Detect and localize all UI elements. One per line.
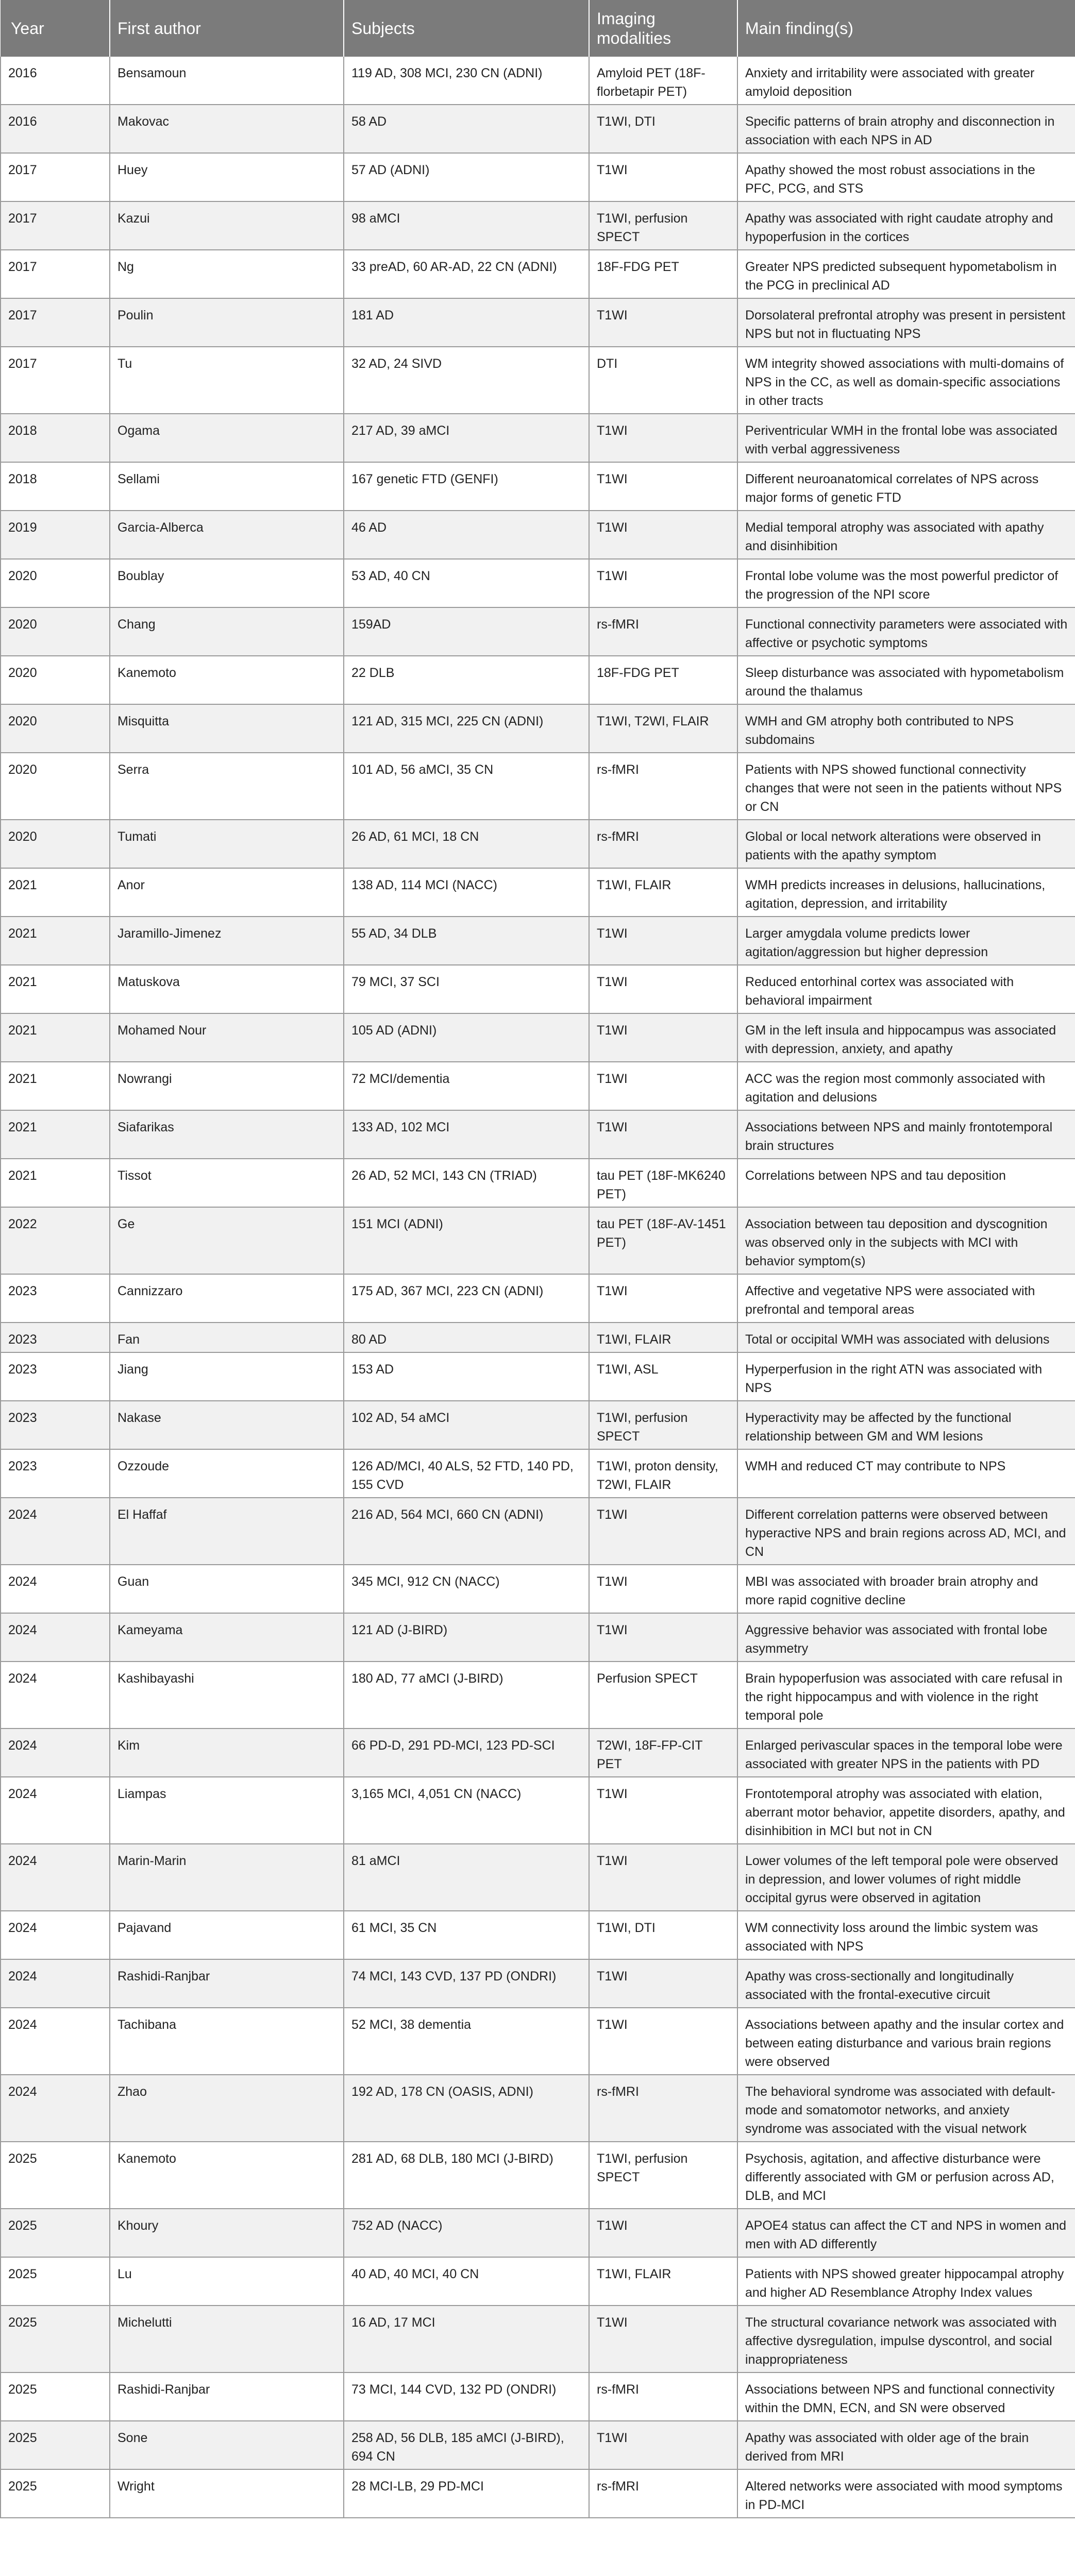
imaging-modalities-cell: T1WI, T2WI, FLAIR	[589, 704, 737, 753]
table-row	[1, 1401, 1075, 1449]
subjects-cell: 101 AD, 56 aMCI, 35 CN	[344, 753, 589, 820]
column-header-main-findings: Main finding(s)	[737, 0, 1075, 57]
year-cell: 2025	[1, 2421, 110, 2469]
table-row	[1, 965, 1075, 1013]
subjects-cell: 138 AD, 114 MCI (NACC)	[344, 868, 589, 917]
table-row	[1, 1013, 1075, 1062]
subjects-cell: 752 AD (NACC)	[344, 2209, 589, 2257]
subjects-cell: 281 AD, 68 DLB, 180 MCI (J-BIRD)	[344, 2142, 589, 2209]
first-author-cell: El Haffaf	[110, 1498, 344, 1565]
imaging-modalities-cell: T1WI	[589, 1613, 737, 1662]
table-row	[1, 1662, 1075, 1728]
subjects-cell: 79 MCI, 37 SCI	[344, 965, 589, 1013]
main-finding-cell: Altered networks were associated with mood symptoms in PD-MCI	[737, 2469, 1075, 2518]
main-finding-cell: WMH predicts increases in delusions, hallucinations, agitation, depression, and irritability	[737, 868, 1075, 917]
table-row	[1, 1565, 1075, 1613]
main-finding-cell: Psychosis, agitation, and affective disturbance were differently associated with GM or perfusion across AD, DLB, and MCI	[737, 2142, 1075, 2209]
table-row	[1, 57, 1075, 105]
year-cell: 2024	[1, 2008, 110, 2075]
main-finding-cell: Specific patterns of brain atrophy and disconnection in association with each NPS in AD	[737, 105, 1075, 153]
table-row	[1, 2209, 1075, 2257]
table-row	[1, 511, 1075, 559]
subjects-cell: 58 AD	[344, 105, 589, 153]
year-cell: 2024	[1, 1662, 110, 1728]
main-finding-cell: Enlarged perivascular spaces in the temporal lobe were associated with greater NPS in the patients with PD	[737, 1728, 1075, 1777]
year-cell: 2024	[1, 2075, 110, 2142]
imaging-modalities-cell: T1WI	[589, 1777, 737, 1844]
main-finding-cell: Aggressive behavior was associated with frontal lobe asymmetry	[737, 1613, 1075, 1662]
year-cell: 2024	[1, 1777, 110, 1844]
imaging-modalities-cell: tau PET (18F-MK6240 PET)	[589, 1159, 737, 1207]
first-author-cell: Khoury	[110, 2209, 344, 2257]
subjects-cell: 26 AD, 61 MCI, 18 CN	[344, 820, 589, 868]
first-author-cell: Kanemoto	[110, 656, 344, 704]
year-cell: 2021	[1, 1110, 110, 1159]
subjects-cell: 216 AD, 564 MCI, 660 CN (ADNI)	[344, 1498, 589, 1565]
column-header-subjects: Subjects	[344, 0, 589, 57]
imaging-modalities-cell: T1WI, perfusion SPECT	[589, 1401, 737, 1449]
first-author-cell: Ge	[110, 1207, 344, 1274]
first-author-cell: Bensamoun	[110, 57, 344, 105]
column-header-first-author: First author	[110, 0, 344, 57]
table-row	[1, 1498, 1075, 1565]
imaging-modalities-cell: tau PET (18F-AV-1451 PET)	[589, 1207, 737, 1274]
table-body	[1, 57, 1075, 2518]
subjects-cell: 66 PD-D, 291 PD-MCI, 123 PD-SCI	[344, 1728, 589, 1777]
year-cell: 2024	[1, 1498, 110, 1565]
imaging-modalities-cell: DTI	[589, 347, 737, 414]
subjects-cell: 57 AD (ADNI)	[344, 153, 589, 201]
first-author-cell: Kameyama	[110, 1613, 344, 1662]
year-cell: 2017	[1, 201, 110, 250]
subjects-cell: 126 AD/MCI, 40 ALS, 52 FTD, 140 PD, 155 CVD	[344, 1449, 589, 1498]
imaging-modalities-cell: T1WI	[589, 1062, 737, 1110]
imaging-modalities-cell: T1WI, FLAIR	[589, 868, 737, 917]
year-cell: 2021	[1, 1013, 110, 1062]
subjects-cell: 32 AD, 24 SIVD	[344, 347, 589, 414]
imaging-modalities-cell: T1WI, ASL	[589, 1352, 737, 1401]
main-finding-cell: Lower volumes of the left temporal pole were observed in depression, and lower volumes of right middle occipital gyrus were observed in agitation	[737, 1844, 1075, 1911]
year-cell: 2017	[1, 153, 110, 201]
main-finding-cell: Different neuroanatomical correlates of NPS across major forms of genetic FTD	[737, 462, 1075, 511]
main-finding-cell: Dorsolateral prefrontal atrophy was present in persistent NPS but not in fluctuating NPS	[737, 298, 1075, 347]
year-cell: 2018	[1, 414, 110, 462]
year-cell: 2023	[1, 1352, 110, 1401]
year-cell: 2017	[1, 250, 110, 298]
imaging-modalities-cell: T1WI, perfusion SPECT	[589, 201, 737, 250]
table-row	[1, 2142, 1075, 2209]
year-cell: 2025	[1, 2142, 110, 2209]
imaging-modalities-cell: T1WI	[589, 1844, 737, 1911]
subjects-cell: 53 AD, 40 CN	[344, 559, 589, 607]
year-cell: 2024	[1, 1613, 110, 1662]
year-cell: 2025	[1, 2306, 110, 2372]
main-finding-cell: Frontal lobe volume was the most powerful predictor of the progression of the NPI score	[737, 559, 1075, 607]
first-author-cell: Mohamed Nour	[110, 1013, 344, 1062]
first-author-cell: Kanemoto	[110, 2142, 344, 2209]
imaging-modalities-cell: T1WI	[589, 1274, 737, 1323]
subjects-cell: 40 AD, 40 MCI, 40 CN	[344, 2257, 589, 2306]
main-finding-cell: GM in the left insula and hippocampus was associated with depression, anxiety, and apathy	[737, 1013, 1075, 1062]
imaging-modalities-cell: T1WI, FLAIR	[589, 2257, 737, 2306]
main-finding-cell: Apathy was associated with right caudate atrophy and hypoperfusion in the cortices	[737, 201, 1075, 250]
main-finding-cell: WMH and reduced CT may contribute to NPS	[737, 1449, 1075, 1498]
table-row	[1, 2075, 1075, 2142]
subjects-cell: 102 AD, 54 aMCI	[344, 1401, 589, 1449]
imaging-modalities-cell: T1WI	[589, 1013, 737, 1062]
first-author-cell: Tu	[110, 347, 344, 414]
table-row	[1, 298, 1075, 347]
main-finding-cell: Apathy was cross-sectionally and longitudinally associated with the frontal-executive circuit	[737, 1959, 1075, 2008]
subjects-cell: 258 AD, 56 DLB, 185 aMCI (J-BIRD), 694 CN	[344, 2421, 589, 2469]
first-author-cell: Michelutti	[110, 2306, 344, 2372]
first-author-cell: Tachibana	[110, 2008, 344, 2075]
main-finding-cell: Apathy was associated with older age of the brain derived from MRI	[737, 2421, 1075, 2469]
year-cell: 2016	[1, 57, 110, 105]
table-header	[1, 0, 1075, 57]
main-finding-cell: ACC was the region most commonly associated with agitation and delusions	[737, 1062, 1075, 1110]
imaging-modalities-cell: T1WI, FLAIR	[589, 1323, 737, 1352]
year-cell: 2024	[1, 1844, 110, 1911]
header-row	[1, 0, 1075, 57]
imaging-modalities-cell: T2WI, 18F-FP-CIT PET	[589, 1728, 737, 1777]
first-author-cell: Jiang	[110, 1352, 344, 1401]
table-row	[1, 2469, 1075, 2518]
first-author-cell: Nowrangi	[110, 1062, 344, 1110]
imaging-modalities-cell: rs-fMRI	[589, 2469, 737, 2518]
subjects-cell: 72 MCI/dementia	[344, 1062, 589, 1110]
year-cell: 2021	[1, 965, 110, 1013]
subjects-cell: 28 MCI-LB, 29 PD-MCI	[344, 2469, 589, 2518]
column-header-year: Year	[1, 0, 110, 57]
table-row	[1, 917, 1075, 965]
first-author-cell: Ogama	[110, 414, 344, 462]
first-author-cell: Poulin	[110, 298, 344, 347]
main-finding-cell: Correlations between NPS and tau deposition	[737, 1159, 1075, 1207]
main-finding-cell: WM connectivity loss around the limbic system was associated with NPS	[737, 1911, 1075, 1959]
year-cell: 2020	[1, 753, 110, 820]
first-author-cell: Sellami	[110, 462, 344, 511]
column-header-imaging-modalities: Imaging modalities	[589, 0, 737, 57]
main-finding-cell: Associations between NPS and mainly frontotemporal brain structures	[737, 1110, 1075, 1159]
year-cell: 2021	[1, 917, 110, 965]
subjects-cell: 33 preAD, 60 AR-AD, 22 CN (ADNI)	[344, 250, 589, 298]
year-cell: 2025	[1, 2209, 110, 2257]
imaging-modalities-cell: T1WI, DTI	[589, 1911, 737, 1959]
main-finding-cell: Association between tau deposition and dyscognition was observed only in the subjects with MCI with behavior symptom(s)	[737, 1207, 1075, 1274]
first-author-cell: Kim	[110, 1728, 344, 1777]
table-row	[1, 1352, 1075, 1401]
year-cell: 2021	[1, 868, 110, 917]
year-cell: 2020	[1, 656, 110, 704]
year-cell: 2016	[1, 105, 110, 153]
subjects-cell: 74 MCI, 143 CVD, 137 PD (ONDRI)	[344, 1959, 589, 2008]
main-finding-cell: Anxiety and irritability were associated with greater amyloid deposition	[737, 57, 1075, 105]
year-cell: 2018	[1, 462, 110, 511]
table-row	[1, 105, 1075, 153]
subjects-cell: 61 MCI, 35 CN	[344, 1911, 589, 1959]
first-author-cell: Ozzoude	[110, 1449, 344, 1498]
first-author-cell: Tissot	[110, 1159, 344, 1207]
first-author-cell: Makovac	[110, 105, 344, 153]
main-finding-cell: The structural covariance network was associated with affective dysregulation, impulse dyscontrol, and social inappropriateness	[737, 2306, 1075, 2372]
year-cell: 2023	[1, 1274, 110, 1323]
first-author-cell: Kazui	[110, 201, 344, 250]
main-finding-cell: APOE4 status can affect the CT and NPS in women and men with AD differently	[737, 2209, 1075, 2257]
table-row	[1, 2372, 1075, 2421]
first-author-cell: Siafarikas	[110, 1110, 344, 1159]
imaging-modalities-cell: 18F-FDG PET	[589, 250, 737, 298]
first-author-cell: Anor	[110, 868, 344, 917]
main-finding-cell: Different correlation patterns were observed between hyperactive NPS and brain regions across AD, MCI, and CN	[737, 1498, 1075, 1565]
main-finding-cell: MBI was associated with broader brain atrophy and more rapid cognitive decline	[737, 1565, 1075, 1613]
imaging-modalities-cell: T1WI	[589, 414, 737, 462]
table-row	[1, 250, 1075, 298]
imaging-modalities-cell: T1WI	[589, 1565, 737, 1613]
table-row	[1, 462, 1075, 511]
table-row	[1, 2257, 1075, 2306]
imaging-modalities-cell: T1WI	[589, 153, 737, 201]
year-cell: 2019	[1, 511, 110, 559]
imaging-modalities-cell: rs-fMRI	[589, 820, 737, 868]
subjects-cell: 133 AD, 102 MCI	[344, 1110, 589, 1159]
main-finding-cell: Hyperperfusion in the right ATN was associated with NPS	[737, 1352, 1075, 1401]
imaging-modalities-cell: T1WI	[589, 965, 737, 1013]
main-finding-cell: Greater NPS predicted subsequent hypometabolism in the PCG in preclinical AD	[737, 250, 1075, 298]
main-finding-cell: Larger amygdala volume predicts lower agitation/aggression but higher depression	[737, 917, 1075, 965]
main-finding-cell: WMH and GM atrophy both contributed to NPS subdomains	[737, 704, 1075, 753]
year-cell: 2023	[1, 1401, 110, 1449]
subjects-cell: 345 MCI, 912 CN (NACC)	[344, 1565, 589, 1613]
main-finding-cell: Associations between NPS and functional connectivity within the DMN, ECN, and SN were observed	[737, 2372, 1075, 2421]
subjects-cell: 121 AD, 315 MCI, 225 CN (ADNI)	[344, 704, 589, 753]
subjects-cell: 98 aMCI	[344, 201, 589, 250]
imaging-modalities-cell: 18F-FDG PET	[589, 656, 737, 704]
subjects-cell: 73 MCI, 144 CVD, 132 PD (ONDRI)	[344, 2372, 589, 2421]
year-cell: 2017	[1, 298, 110, 347]
table-row	[1, 2306, 1075, 2372]
year-cell: 2025	[1, 2257, 110, 2306]
year-cell: 2021	[1, 1159, 110, 1207]
subjects-cell: 119 AD, 308 MCI, 230 CN (ADNI)	[344, 57, 589, 105]
first-author-cell: Nakase	[110, 1401, 344, 1449]
main-finding-cell: Frontotemporal atrophy was associated with elation, aberrant motor behavior, appetite disorders, apathy, and disinhibition in MCI but not in CN	[737, 1777, 1075, 1844]
table-row	[1, 414, 1075, 462]
main-finding-cell: WM integrity showed associations with multi-domains of NPS in the CC, as well as domain-specific associations in other tracts	[737, 347, 1075, 414]
table-row	[1, 1613, 1075, 1662]
first-author-cell: Boublay	[110, 559, 344, 607]
table-row	[1, 868, 1075, 917]
year-cell: 2024	[1, 1959, 110, 2008]
year-cell: 2017	[1, 347, 110, 414]
table-row	[1, 2421, 1075, 2469]
table-row	[1, 1777, 1075, 1844]
imaging-modalities-cell: T1WI	[589, 511, 737, 559]
main-finding-cell: Brain hypoperfusion was associated with care refusal in the right hippocampus and with violence in the right temporal pole	[737, 1662, 1075, 1728]
table-row	[1, 1728, 1075, 1777]
main-finding-cell: Medial temporal atrophy was associated with apathy and disinhibition	[737, 511, 1075, 559]
imaging-modalities-cell: T1WI	[589, 1110, 737, 1159]
subjects-cell: 181 AD	[344, 298, 589, 347]
main-finding-cell: Patients with NPS showed functional connectivity changes that were not seen in the patients without NPS or CN	[737, 753, 1075, 820]
imaging-modalities-cell: Perfusion SPECT	[589, 1662, 737, 1728]
main-finding-cell: Sleep disturbance was associated with hypometabolism around the thalamus	[737, 656, 1075, 704]
first-author-cell: Jaramillo-Jimenez	[110, 917, 344, 965]
year-cell: 2023	[1, 1449, 110, 1498]
first-author-cell: Fan	[110, 1323, 344, 1352]
main-finding-cell: Total or occipital WMH was associated with delusions	[737, 1323, 1075, 1352]
first-author-cell: Cannizzaro	[110, 1274, 344, 1323]
subjects-cell: 52 MCI, 38 dementia	[344, 2008, 589, 2075]
table-row	[1, 2008, 1075, 2075]
table-row	[1, 607, 1075, 656]
subjects-cell: 81 aMCI	[344, 1844, 589, 1911]
table-row	[1, 1844, 1075, 1911]
imaging-modalities-cell: rs-fMRI	[589, 607, 737, 656]
first-author-cell: Ng	[110, 250, 344, 298]
table-row	[1, 704, 1075, 753]
table-row	[1, 1323, 1075, 1352]
imaging-modalities-cell: T1WI	[589, 298, 737, 347]
subjects-cell: 3,165 MCI, 4,051 CN (NACC)	[344, 1777, 589, 1844]
first-author-cell: Serra	[110, 753, 344, 820]
subjects-cell: 46 AD	[344, 511, 589, 559]
year-cell: 2020	[1, 820, 110, 868]
first-author-cell: Wright	[110, 2469, 344, 2518]
subjects-cell: 80 AD	[344, 1323, 589, 1352]
subjects-cell: 167 genetic FTD (GENFI)	[344, 462, 589, 511]
imaging-modalities-cell: T1WI	[589, 2209, 737, 2257]
imaging-modalities-cell: rs-fMRI	[589, 2372, 737, 2421]
main-finding-cell: Functional connectivity parameters were associated with affective or psychotic symptoms	[737, 607, 1075, 656]
imaging-modalities-cell: T1WI	[589, 1498, 737, 1565]
table-row	[1, 1274, 1075, 1323]
main-finding-cell: Associations between apathy and the insular cortex and between eating disturbance and various brain regions were observed	[737, 2008, 1075, 2075]
year-cell: 2021	[1, 1062, 110, 1110]
table-row	[1, 1159, 1075, 1207]
subjects-cell: 16 AD, 17 MCI	[344, 2306, 589, 2372]
imaging-modalities-cell: T1WI, perfusion SPECT	[589, 2142, 737, 2209]
first-author-cell: Huey	[110, 153, 344, 201]
table-row	[1, 1110, 1075, 1159]
first-author-cell: Misquitta	[110, 704, 344, 753]
subjects-cell: 22 DLB	[344, 656, 589, 704]
year-cell: 2023	[1, 1323, 110, 1352]
first-author-cell: Tumati	[110, 820, 344, 868]
first-author-cell: Pajavand	[110, 1911, 344, 1959]
main-finding-cell: Reduced entorhinal cortex was associated with behavioral impairment	[737, 965, 1075, 1013]
year-cell: 2020	[1, 704, 110, 753]
subjects-cell: 121 AD (J-BIRD)	[344, 1613, 589, 1662]
main-finding-cell: The behavioral syndrome was associated with default-mode and somatomotor networks, and anxiety syndrome was associated with the visual network	[737, 2075, 1075, 2142]
subjects-cell: 192 AD, 178 CN (OASIS, ADNI)	[344, 2075, 589, 2142]
year-cell: 2025	[1, 2469, 110, 2518]
table-row	[1, 1959, 1075, 2008]
main-finding-cell: Apathy showed the most robust associations in the PFC, PCG, and STS	[737, 153, 1075, 201]
first-author-cell: Marin-Marin	[110, 1844, 344, 1911]
main-finding-cell: Affective and vegetative NPS were associated with prefrontal and temporal areas	[737, 1274, 1075, 1323]
subjects-cell: 180 AD, 77 aMCI (J-BIRD)	[344, 1662, 589, 1728]
subjects-cell: 26 AD, 52 MCI, 143 CN (TRIAD)	[344, 1159, 589, 1207]
table-row	[1, 153, 1075, 201]
imaging-modalities-cell: rs-fMRI	[589, 2075, 737, 2142]
imaging-modalities-cell: T1WI	[589, 1959, 737, 2008]
table-row	[1, 347, 1075, 414]
main-finding-cell: Patients with NPS showed greater hippocampal atrophy and higher AD Resemblance Atrophy Index values	[737, 2257, 1075, 2306]
year-cell: 2020	[1, 559, 110, 607]
subjects-cell: 153 AD	[344, 1352, 589, 1401]
first-author-cell: Guan	[110, 1565, 344, 1613]
first-author-cell: Rashidi-Ranjbar	[110, 2372, 344, 2421]
table-row	[1, 201, 1075, 250]
year-cell: 2020	[1, 607, 110, 656]
first-author-cell: Zhao	[110, 2075, 344, 2142]
main-finding-cell: Periventricular WMH in the frontal lobe was associated with verbal aggressiveness	[737, 414, 1075, 462]
imaging-modalities-cell: T1WI	[589, 917, 737, 965]
imaging-modalities-cell: T1WI	[589, 2306, 737, 2372]
first-author-cell: Matuskova	[110, 965, 344, 1013]
table-row	[1, 820, 1075, 868]
imaging-modalities-cell: T1WI, DTI	[589, 105, 737, 153]
table-row	[1, 1911, 1075, 1959]
table-row	[1, 753, 1075, 820]
year-cell: 2025	[1, 2372, 110, 2421]
table-row	[1, 1449, 1075, 1498]
first-author-cell: Chang	[110, 607, 344, 656]
imaging-modalities-cell: rs-fMRI	[589, 753, 737, 820]
table-row	[1, 656, 1075, 704]
first-author-cell: Kashibayashi	[110, 1662, 344, 1728]
subjects-cell: 159AD	[344, 607, 589, 656]
main-finding-cell: Global or local network alterations were observed in patients with the apathy symptom	[737, 820, 1075, 868]
imaging-modalities-cell: T1WI	[589, 2008, 737, 2075]
first-author-cell: Liampas	[110, 1777, 344, 1844]
first-author-cell: Garcia-Alberca	[110, 511, 344, 559]
imaging-modalities-cell: T1WI	[589, 559, 737, 607]
table-row	[1, 559, 1075, 607]
imaging-modalities-cell: T1WI	[589, 2421, 737, 2469]
year-cell: 2024	[1, 1565, 110, 1613]
table-row	[1, 1207, 1075, 1274]
imaging-modalities-cell: T1WI	[589, 462, 737, 511]
imaging-modalities-cell: T1WI, proton density, T2WI, FLAIR	[589, 1449, 737, 1498]
year-cell: 2024	[1, 1728, 110, 1777]
first-author-cell: Sone	[110, 2421, 344, 2469]
table-row	[1, 1062, 1075, 1110]
first-author-cell: Lu	[110, 2257, 344, 2306]
subjects-cell: 175 AD, 367 MCI, 223 CN (ADNI)	[344, 1274, 589, 1323]
subjects-cell: 55 AD, 34 DLB	[344, 917, 589, 965]
imaging-modalities-cell: Amyloid PET (18F-florbetapir PET)	[589, 57, 737, 105]
year-cell: 2024	[1, 1911, 110, 1959]
subjects-cell: 217 AD, 39 aMCI	[344, 414, 589, 462]
subjects-cell: 105 AD (ADNI)	[344, 1013, 589, 1062]
subjects-cell: 151 MCI (ADNI)	[344, 1207, 589, 1274]
year-cell: 2022	[1, 1207, 110, 1274]
main-finding-cell: Hyperactivity may be affected by the functional relationship between GM and WM lesions	[737, 1401, 1075, 1449]
first-author-cell: Rashidi-Ranjbar	[110, 1959, 344, 2008]
